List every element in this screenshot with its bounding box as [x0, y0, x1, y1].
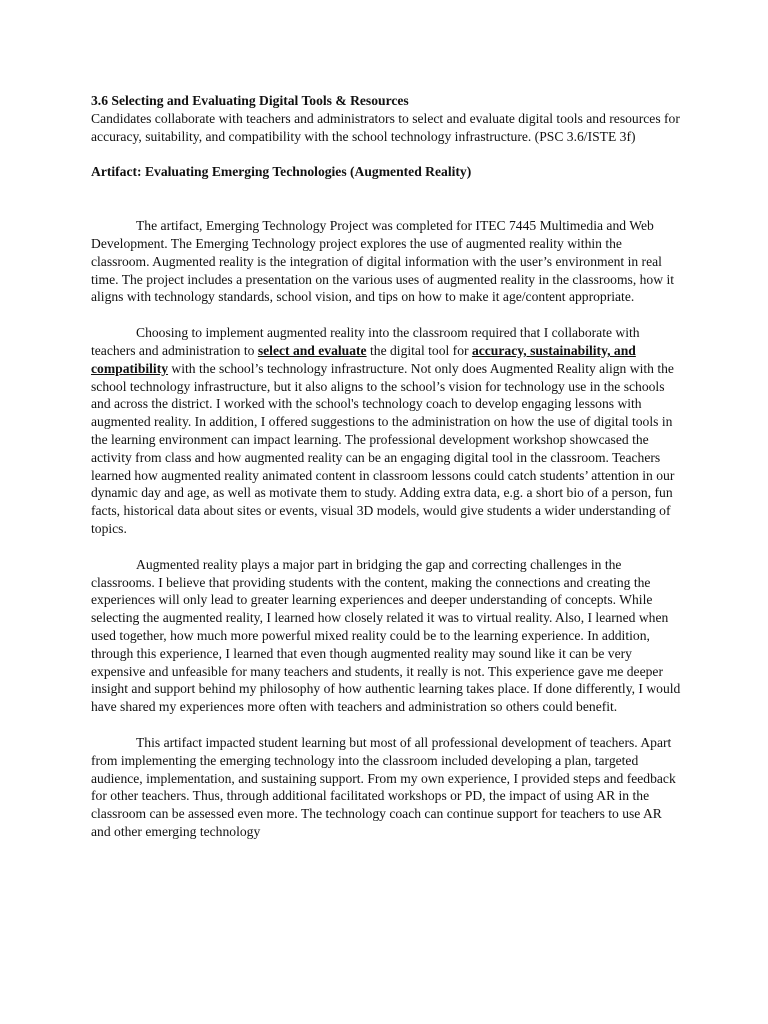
paragraph-4: This artifact impacted student learning but most of all professional development of teachers. Apart from implementing the emerging technology into the classroom included developing a plan, targeted audience, implementation, and sustaining support. From my own experience, I provided steps and feedback for other teachers. Thus, through additional facilitated workshops or PD, the impact of using AR in the classroom can be assessed even more. The technology coach can continue support for teachers to use AR and other emerging technology	[91, 734, 676, 839]
standard-description: Candidates collaborate with teachers and administrators to select and evaluate digital tools and resources for accuracy, suitability, and compatibility with the school technology infrastructure. (PSC 3.6/ISTE 3f)	[91, 110, 680, 144]
document-page	[91, 92, 681, 841]
highlight-select-evaluate: select and evaluate	[257, 342, 367, 358]
section-heading: 3.6 Selecting and Evaluating Digital Tools & Resources	[91, 93, 409, 108]
highlight-accuracy-sustainability: accuracy, sustainability, and compatibility	[91, 342, 636, 376]
artifact-title: Artifact: Evaluating Emerging Technologies (Augmented Reality)	[91, 164, 472, 180]
paragraph-1: The artifact, Emerging Technology Project was completed for ITEC 7445 Multimedia and Web Development. The Emerging Technology project explores the use of augmented reality within the classroom. Augmented reality is the integration of digital information with the user’s environment in real time. The project includes a presentation on the various uses of augmented reality in the classrooms, how it aligns with technology standards, school vision, and tips on how to make it age/content appropriate.	[91, 218, 674, 305]
paragraph-2-text-c: the digital tool for	[366, 342, 472, 358]
paragraph-3: Augmented reality plays a major part in bridging the gap and correcting challenges in the classrooms. I believe that providing students with the content, making the connections and creating the experiences will only lead to greater learning experiences and deeper understanding of concepts. While selecting the augmented reality, I learned how closely related it was to virtual reality. Also, I learned when used together, how much more powerful mixed reality could be to the learning experience. In addition, through this experience, I learned that even though augmented reality may sound like it can be very expensive and unfeasible for many teachers and students, it really is not. This experience gave me deeper insight and support behind my philosophy of how authentic learning takes place. If done differently, I would have shared my experiences more often with teachers and administration so others could benefit.	[91, 556, 681, 715]
paragraph-2-text-a: Choosing to implement augmented reality into the classroom required that I collaborate with teachers and administration to	[91, 325, 640, 358]
paragraph-2-text-e: with the school’s technology infrastructure. Not only does Augmented Reality align with the school technology infrastructure, but it also aligns to the school’s vision for technology use in the schools and across the district. I worked with the school's technology coach to develop engaging lessons with augmented reality. In addition, I offered suggestions to the administration on how the use of digital tools in the learning environment can impact learning. The professional development workshop showcased the activity from class and how augmented reality can be an engaging digital tool in the classroom. Teachers learned how augmented reality animated content in classroom lessons could catch students’ attention in our dynamic day and age, as well as motivate them to study. Adding extra data, e.g. a short bio of a person, fun facts, historical data about sites or events, visual 3D models, would give students a wider understanding of topics.	[91, 360, 675, 536]
paragraph-2	[91, 324, 681, 538]
